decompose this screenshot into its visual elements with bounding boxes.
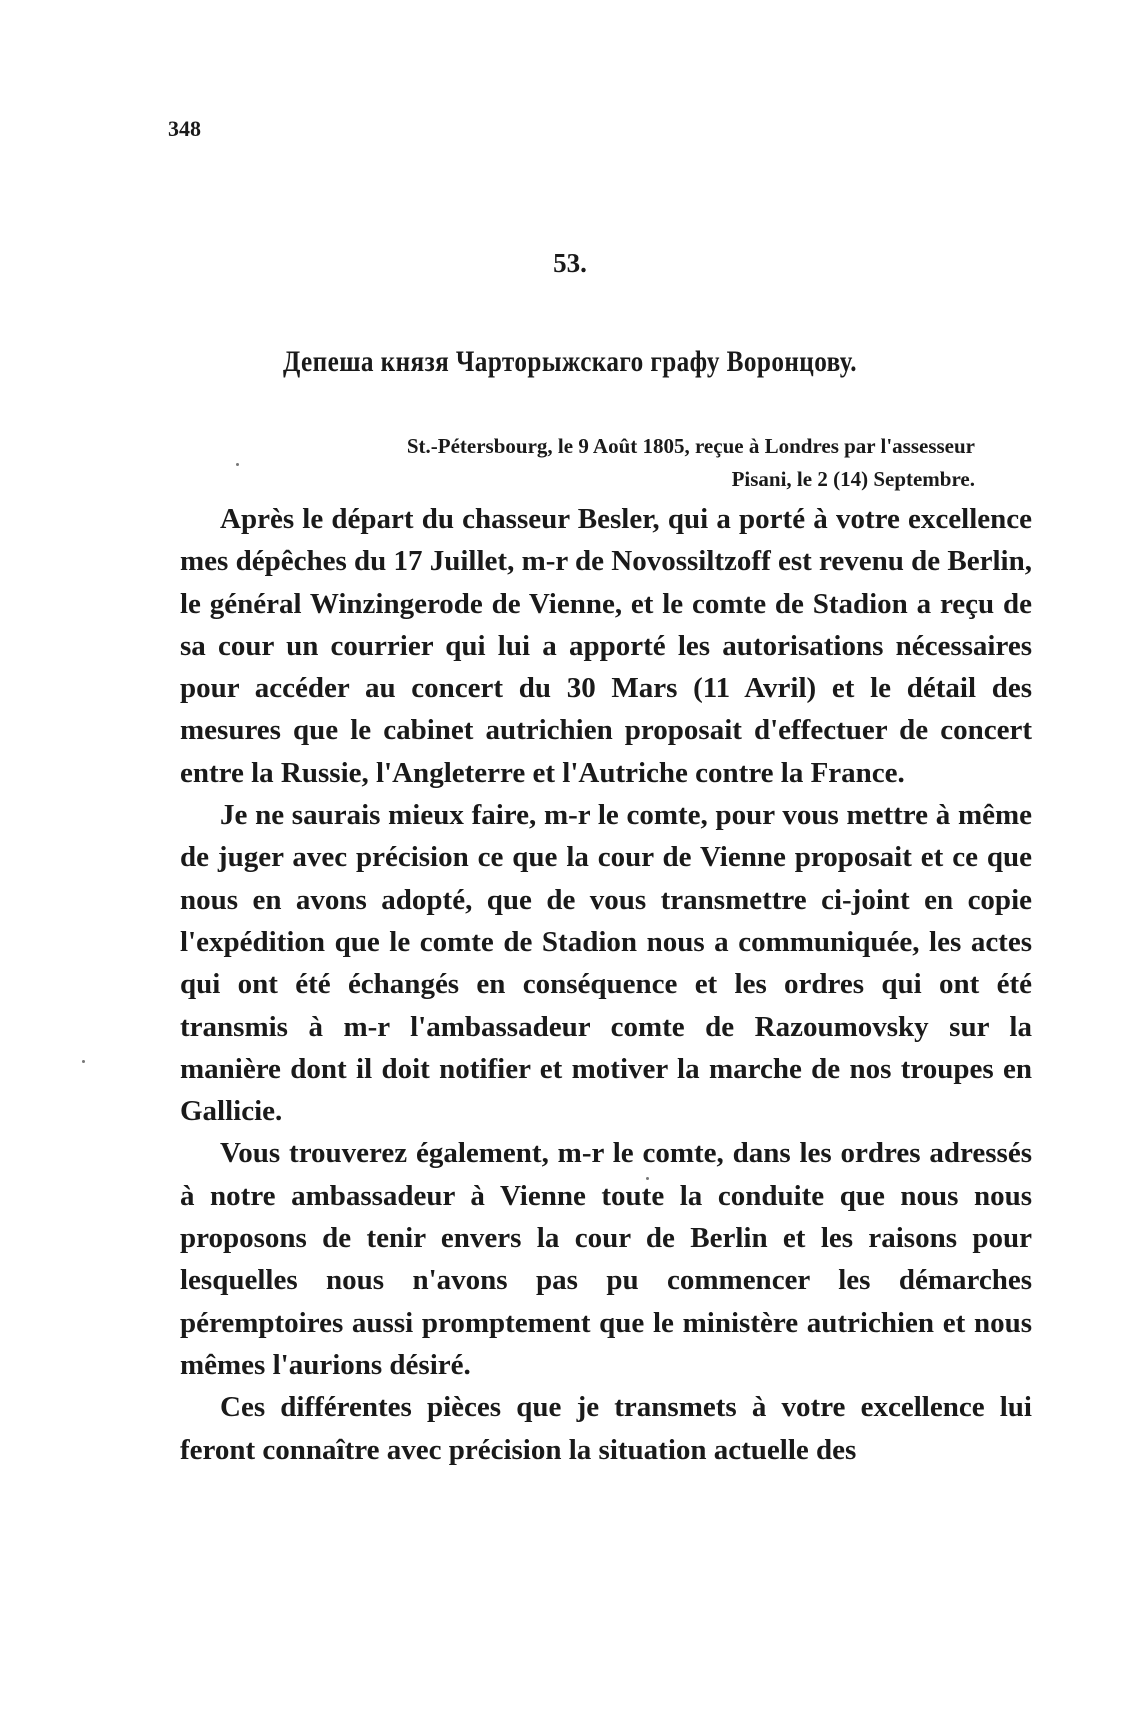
paragraph-3: Vous trouverez également, m-r le comte, dans les ordres adressés à notre ambassadeur à Vienne toute la conduite que nous nous proposons de tenir envers la cour de Berlin et les raisons pour lesquelles nous n'avons pas pu commencer les démarches péremptoires aussi promptement que le ministère autrichien et nous mêmes l'aurions désiré. — [180, 1137, 1032, 1381]
paragraph-4: Ces différentes pièces que je transmets à votre excellence lui feront connaître avec précision la situation actuelle des — [180, 1391, 1032, 1466]
paragraph-2: Je ne saurais mieux faire, m-r le comte, pour vous mettre à même de juger avec précision ce que la cour de Vienne proposait et ce que nous en avons adopté, que de vous transmettre ci-joint en copie l'expédition que le comte de Stadion nous a communiquée, les actes qui ont été échangés en conséquence et les ordres qui ont été transmis à m-r l'ambassadeur comte de Razoumovsky sur la manière dont il doit notifier et motiver la marche de nos troupes en Gallicie. — [180, 799, 1032, 1128]
scan-speck — [646, 1177, 649, 1180]
body-text — [180, 498, 1032, 1471]
scan-speck — [236, 463, 239, 466]
dateline-line-2: Pisani, le 2 (14) Septembre. — [731, 467, 975, 491]
page-number: 348 — [168, 116, 201, 141]
paragraph-1: Après le départ du chasseur Besler, qui a porté à votre excellence mes dépêches du 17 Juillet, m-r de Novossiltzoff est revenu de Berlin, le général Winzingerode de Vienne, et le comte de Stadion a reçu de sa cour un courrier qui lui a apporté les autorisations nécessaires pour accéder au concert du 30 Mars (11 Avril) et le détail des mesures que le cabinet autrichien proposait d'effectuer de concert entre la Russie, l'Angleterre et l'Autriche contre la France. — [180, 503, 1032, 789]
dateline-line-1: St.-Pétersbourg, le 9 Août 1805, reçue à Londres par l'assesseur — [406, 434, 975, 458]
document-title: Депеша князя Чарторыжскаго графу Воронцову. — [282, 345, 858, 378]
scan-speck — [82, 1060, 85, 1063]
dateline — [255, 430, 975, 496]
document-number: 53. — [553, 248, 587, 278]
